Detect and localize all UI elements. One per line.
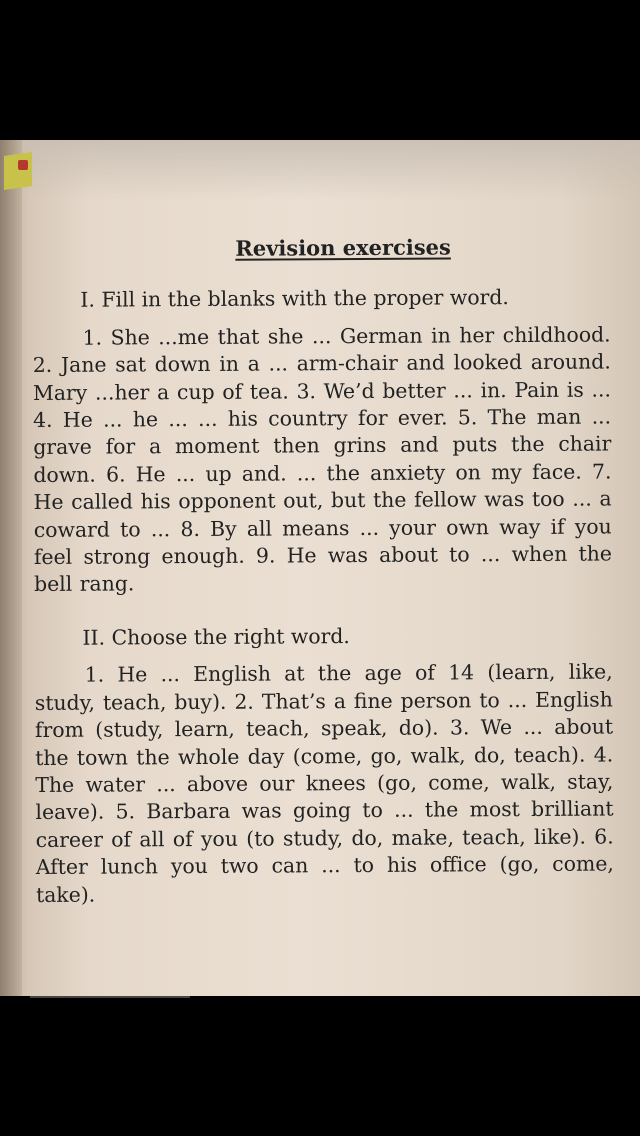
section-1-text: 1. She ...me that she ... German in her childhood. 2. Jane sat down in a ... arm-chair and looked around. Mary ...her a cup of tea. 3. We’d better ... in. Pain is ... 4. He ... he ... ... his country for ever. 5. The man ... grave for a moment then grins and puts the chair down. 6. He ... up and. ... the anxiety on my face. 7. He called his opponent out, but the fellow was too ... a coward to ... 8. By all means ... your own way if you feel strong enough. 9. He was about to ... when the bell rang. [32,322,613,597]
book-page-photo [0,140,640,996]
bookmark-tab [4,152,32,190]
section-2-text: 1. He ... English at the age of 14 (learn, like, study, teach, buy). 2. That’s a fine person to ... English from (study, learn, teach, speak, do). 3. We ... about the town the whole day (come, go, walk, do, teach). 4. The water ... above our knees (go, come, walk, stay, leave). 5. Barbara was going to ... the most brilliant career of all of you (to study, do, make, teach, like). 6. After lunch you two can ... to his office (go, come, take). [34,659,614,907]
book-binding-edge [0,140,22,996]
page-shadow [0,140,640,200]
page-title: Revision exercises [235,234,451,261]
bookmark-mark [18,160,28,170]
section-1-heading: I. Fill in the blanks with the proper word. [80,285,509,313]
page-text [32,232,614,934]
section-2-heading: II. Choose the right word. [82,623,350,650]
bottom-edge-line [30,996,190,998]
